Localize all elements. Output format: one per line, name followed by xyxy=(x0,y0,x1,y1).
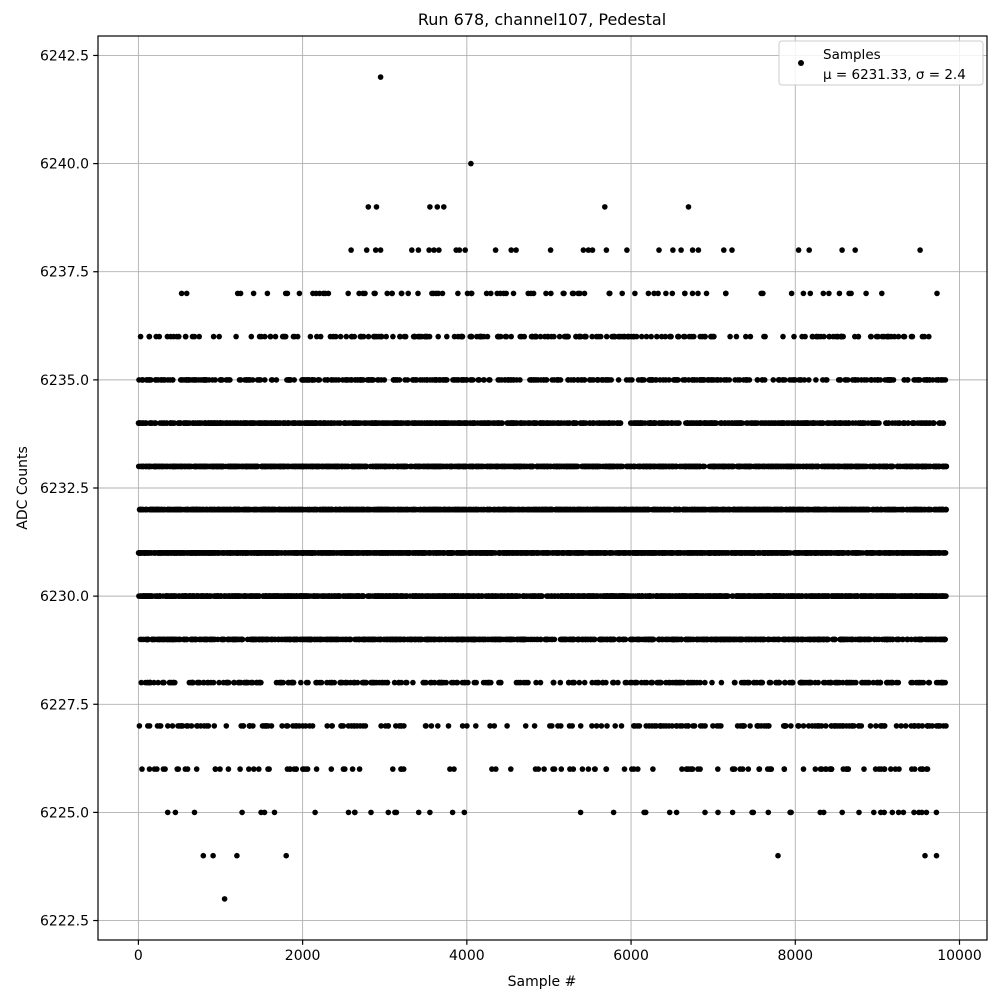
y-tick-label: 6227.5 xyxy=(40,697,89,714)
y-axis-label: ADC Counts xyxy=(15,446,31,530)
grid-lines xyxy=(98,36,987,940)
x-tick-label: 4000 xyxy=(449,948,485,964)
axis-ticks xyxy=(40,48,982,964)
x-axis-label: Sample # xyxy=(507,974,577,990)
y-tick-label: 6222.5 xyxy=(40,913,89,930)
y-tick-label: 6237.5 xyxy=(40,264,89,281)
x-tick-label: 2000 xyxy=(284,948,321,964)
y-tick-label: 6232.5 xyxy=(40,481,89,497)
x-tick-label: 10000 xyxy=(937,948,982,964)
y-tick-label: 6225.0 xyxy=(40,805,89,822)
chart-title: Run 678, channel107, Pedestal xyxy=(417,10,667,29)
legend-samples-label: Samples xyxy=(823,47,881,63)
y-tick-label: 6240.0 xyxy=(40,156,89,173)
y-tick-label: 6235.0 xyxy=(40,372,89,389)
x-tick-label: 6000 xyxy=(613,948,649,964)
legend xyxy=(779,41,983,85)
y-tick-label: 6230.0 xyxy=(40,589,89,606)
y-tick-label: 6242.5 xyxy=(40,48,89,65)
legend-stats-label: μ = 6231.33, σ = 2.4 xyxy=(823,67,966,83)
x-tick-label: 8000 xyxy=(777,948,814,964)
x-tick-label: 0 xyxy=(133,948,143,964)
legend-marker-icon xyxy=(798,60,804,66)
